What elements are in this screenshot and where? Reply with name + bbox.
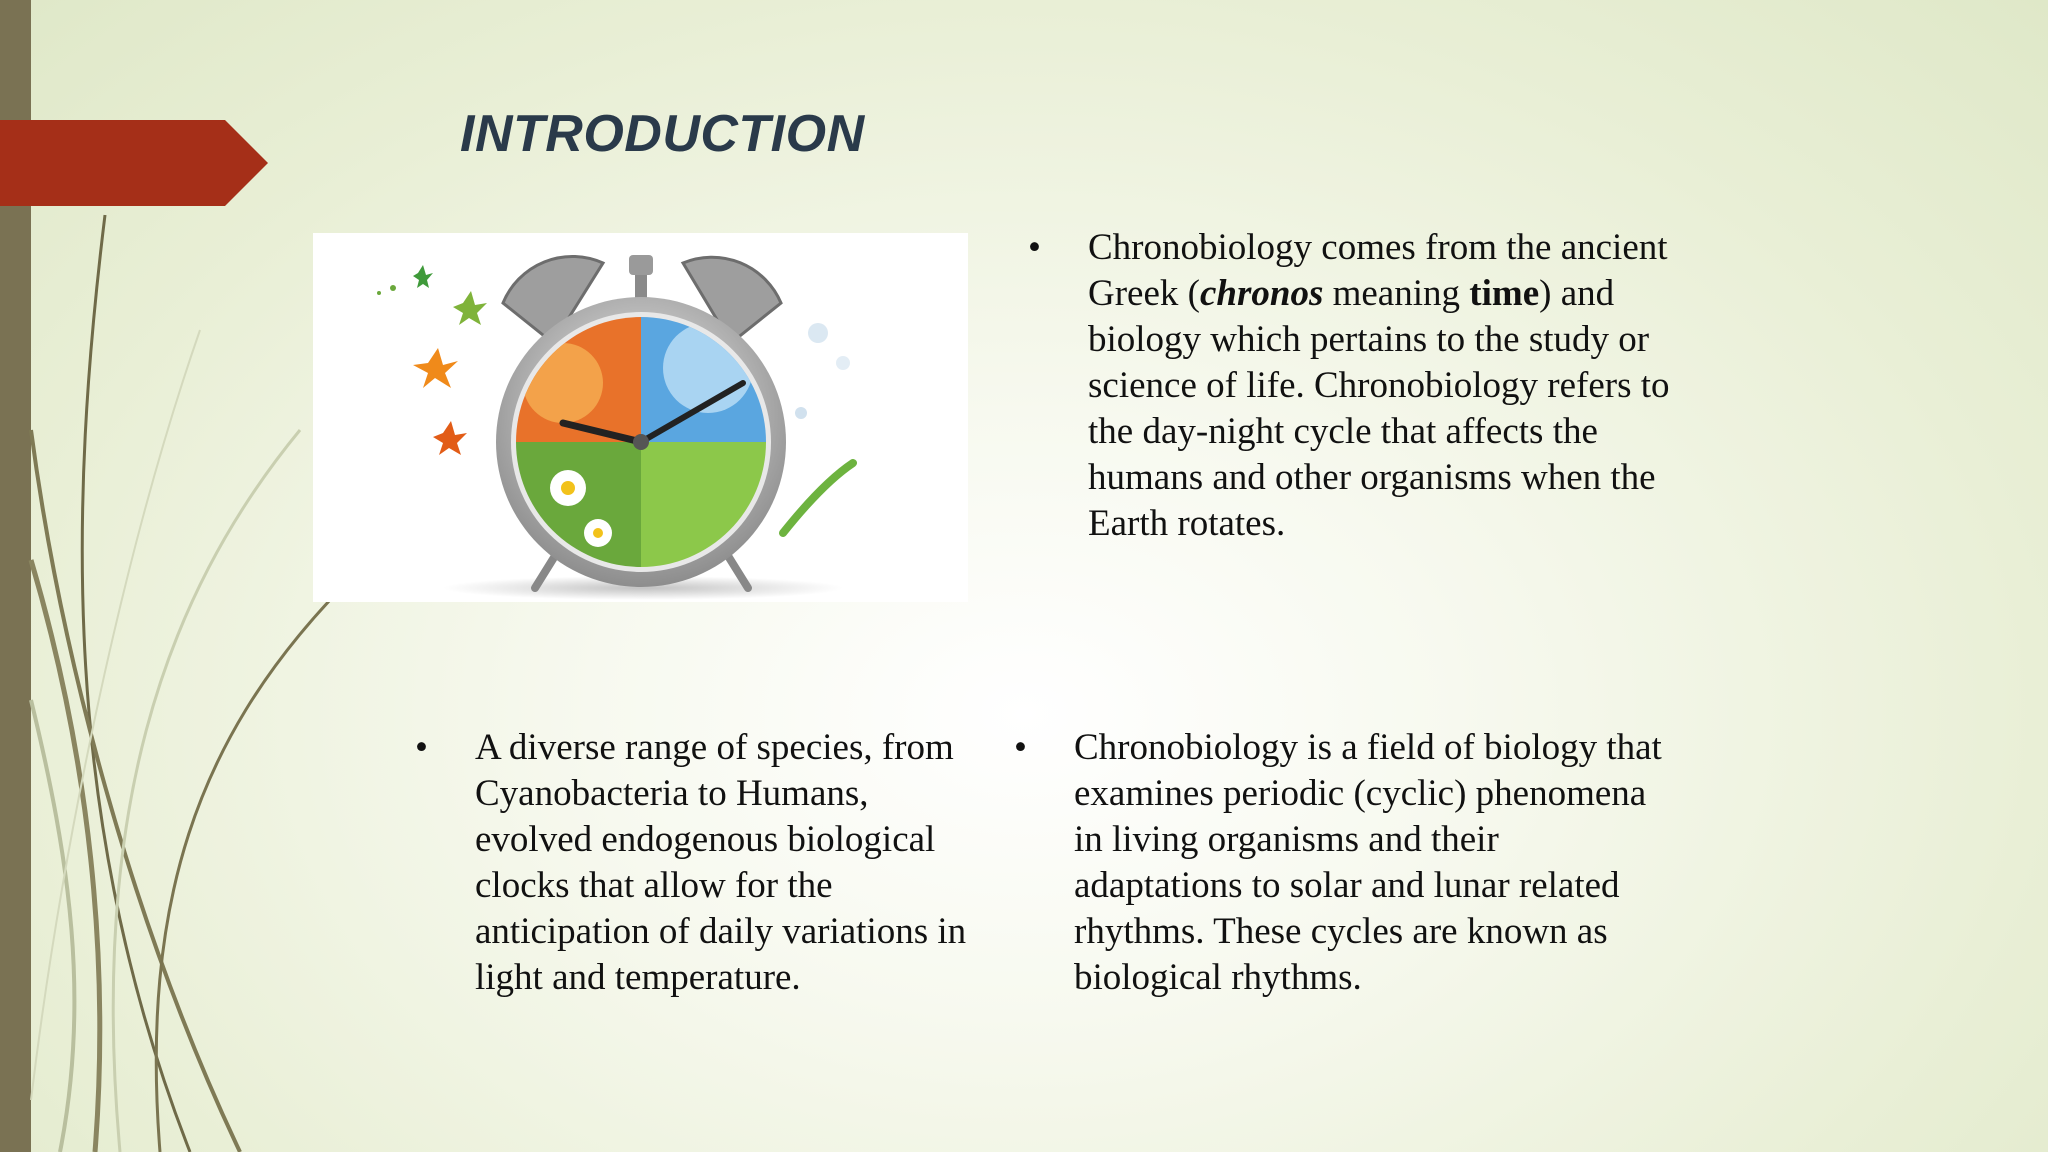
- bullet-list-bottom-right: [1014, 725, 1674, 1001]
- bullet-biological-clocks: • A diverse range of species, from Cyanobacteria to Humans, evolved endogenous biological clocks that allow for the anticipation of daily variations in light and temperature.: [415, 725, 975, 1001]
- title-arrow-shape: [0, 120, 270, 206]
- clock-image: [313, 233, 968, 602]
- bullet-list-bottom-left: [415, 725, 975, 1001]
- bullet-chronobiology-origin: • Chronobiology comes from the ancient Greek (chronos meaning time) and biology which pertains to the study or science of life. Chronobiology refers to the day-night cycle that affects the humans and other organisms when the Earth rotates.: [1028, 225, 1688, 547]
- term-chronos: chronos: [1199, 273, 1324, 314]
- alarm-clock-icon: [313, 233, 968, 602]
- bullet-field-definition: • Chronobiology is a field of biology that examines periodic (cyclic) phenomena in living organisms and their adaptations to solar and lunar related rhythms. These cycles are known as biological rhythms.: [1014, 725, 1674, 1001]
- slide-title: INTRODUCTION: [460, 105, 865, 163]
- term-time: time: [1469, 273, 1540, 314]
- bullet-list-top-right: [1028, 225, 1688, 547]
